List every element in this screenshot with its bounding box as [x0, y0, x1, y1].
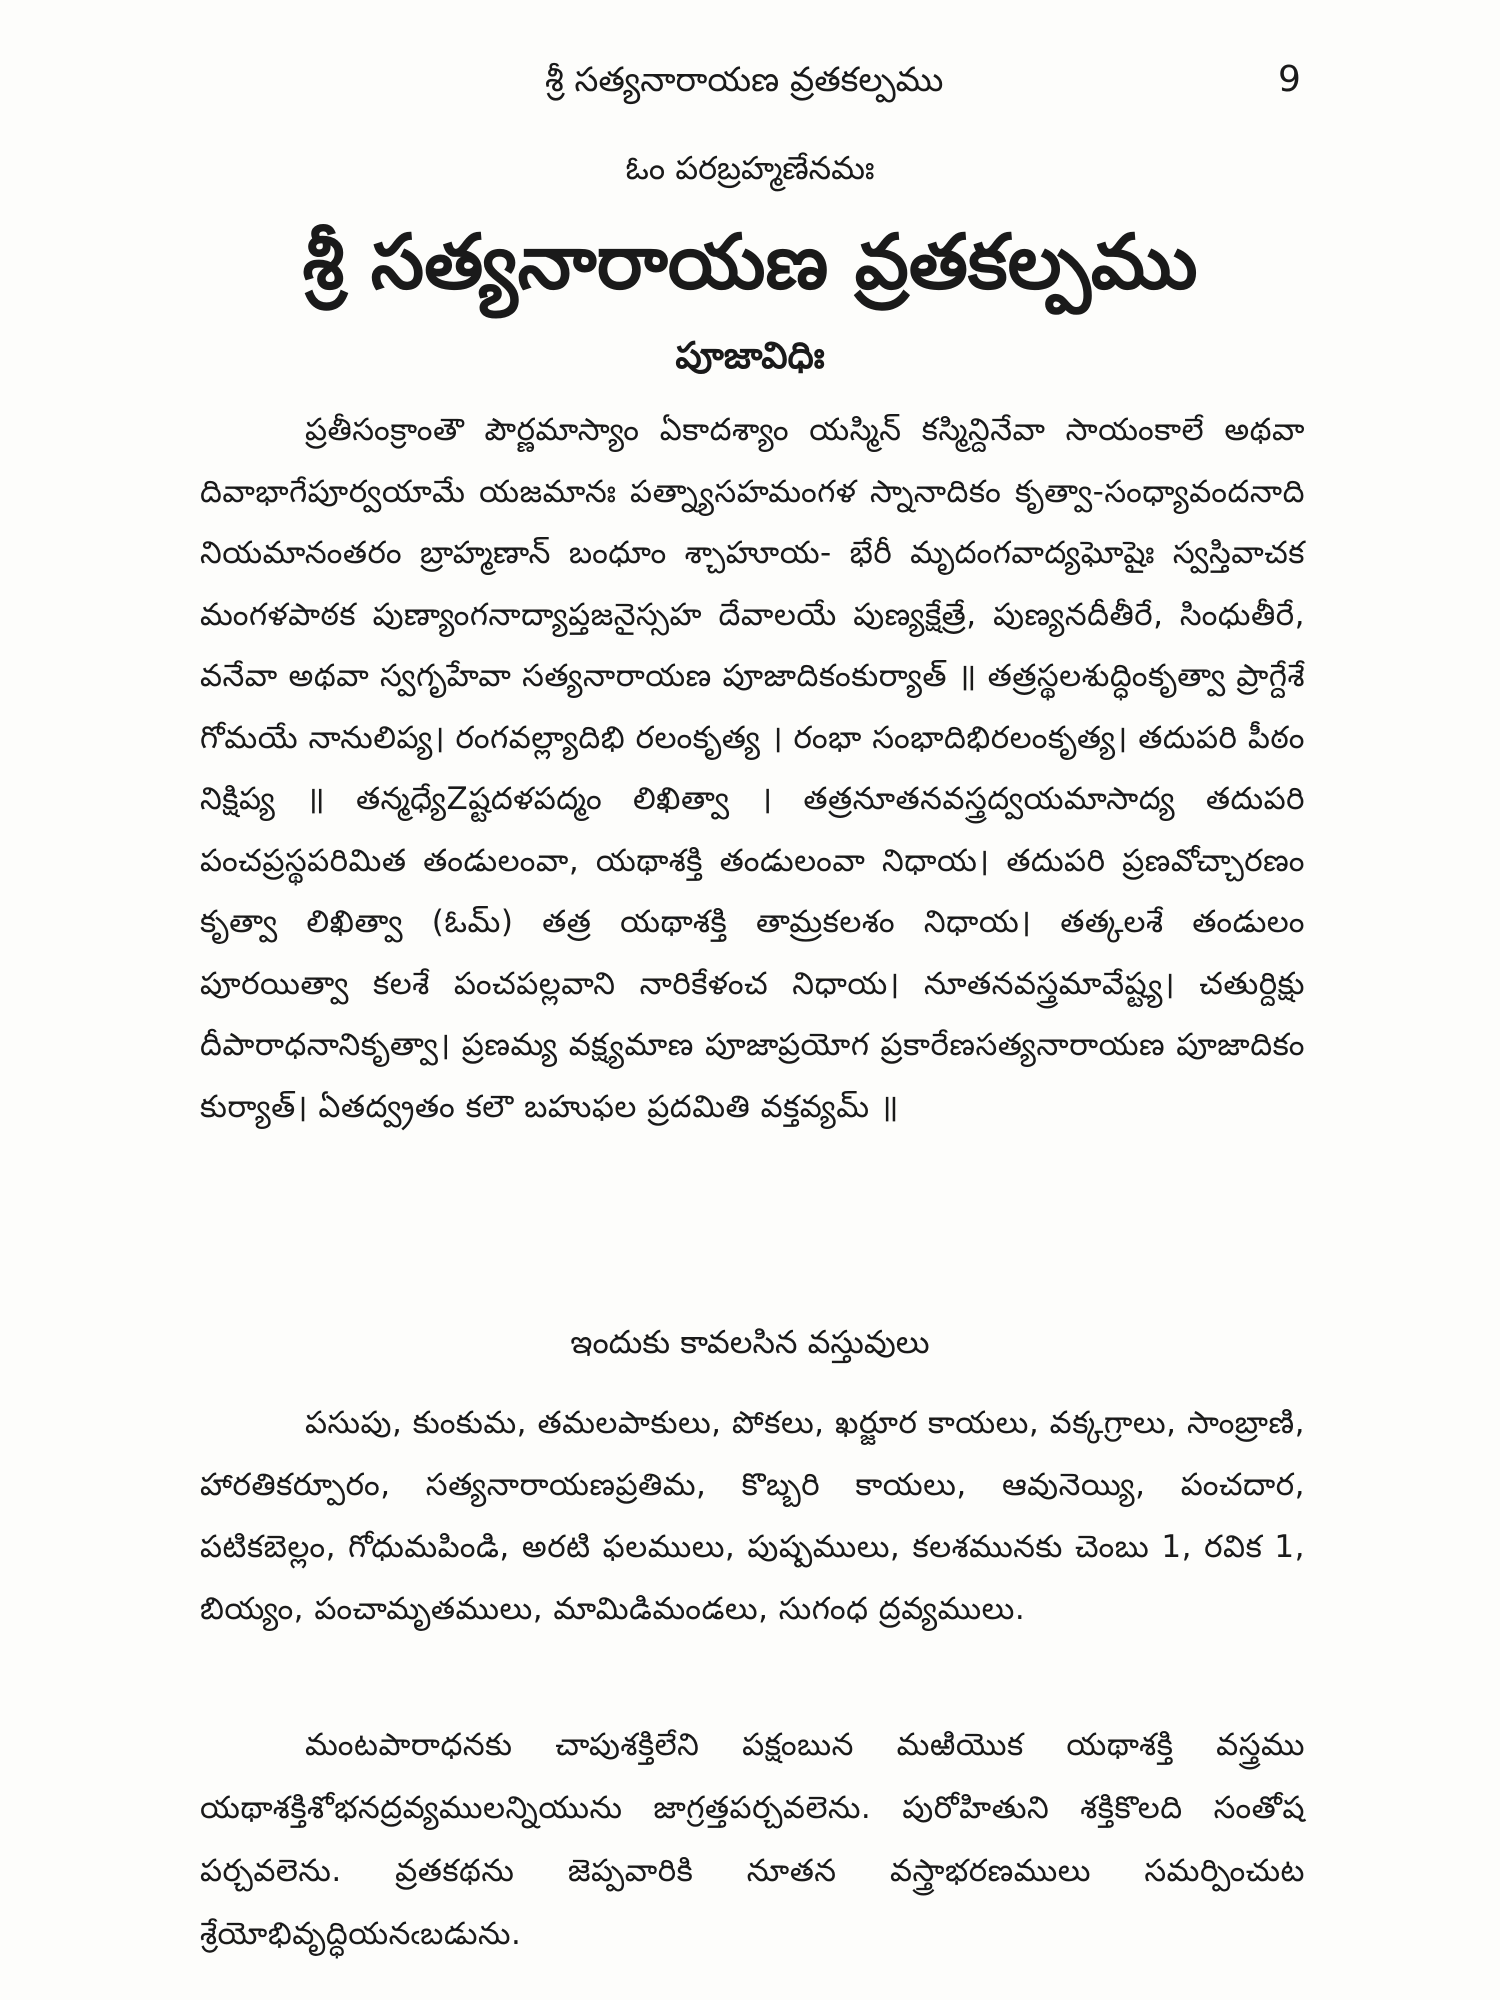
page-number: 9	[1278, 59, 1301, 100]
required-items-heading: ఇందుకు కావలసిన వస్తువులు	[570, 1323, 930, 1361]
puja-procedure-paragraph: ప్రతీసంక్రాంతౌ పౌర్ణమాస్యాం ఏకాదశ్యాం యస్మిన్ కస్మిన్దినేవా సాయంకాలే అథవా దివాభాగేపూర్వయామే యజమానః పత్న్యాసహమంగళ స్నానాదికం కృత్వా-సంధ్యావందనాది నియమానంతరం బ్రాహ్మణాన్ బంధూం శ్చాహూయ- భేరీ మృదంగవాద్యఘోషైః స్వస్తివాచక మంగళపాఠక పుణ్యాంగనాద్యాప్తజనైస్సహ దేవాలయే పుణ్యక్షేత్రే, పుణ్యనదీతీరే, సింధుతీరే, వనేవా అథవా స్వగృహేవా సత్యనారాయణ పూజాదికంకుర్యాత్ ॥ తత్రస్థలశుద్ధింకృత్వా ప్రాగ్దేశే గోమయే నానులిప్య। రంగవల్ల్యాదిభి రలంకృత్య । రంభా సంభాదిభిరలంకృత్య। తదుపరి పీఠం నిక్షిప్య ॥ తన్మధ్యేZష్టదళపద్మం లిఖిత్వా । తత్రనూతనవస్త్రద్వయమాసాద్య తదుపరి పంచప్రస్థపరిమిత తండులంవా, యథాశక్తి తండులంవా నిధాయ। తదుపరి ప్రణవోచ్చారణం కృత్వా లిఖిత్వా (ఓమ్) తత్ర యథాశక్తి తామ్రకలశం నిధాయ। తత్కలశే తండులం పూరయిత్వా కలశే పంచపల్లవాని నారికేళంచ నిధాయ। నూతనవస్త్రమావేష్ట్య। చతుర్దిక్షు దీపారాధనానికృత్వా। ప్రణమ్య వక్ష్యమాణ పూజాప్రయోగ ప్రకారేణసత్యనారాయణ పూజాదికం కుర్యాత్। ఏతద్వ్రతం కలౌ బహుఫల ప్రదమితి వక్తవ్యమ్ ॥	[200, 412, 1305, 1125]
invocation: ఓం పరబ్రహ్మణేనమః	[625, 149, 875, 187]
running-title: శ్రీ సత్యనారాయణ వ్రతకల్పము	[545, 60, 944, 100]
puja-procedure-heading: పూజావిధిః	[675, 334, 825, 377]
running-header	[0, 56, 1500, 106]
required-items-paragraph: పసుపు, కుంకుమ, తమలపాకులు, పోకలు, ఖర్జూర కాయలు, వక్కగ్రాలు, సాంబ్రాణి, హారతికర్పూరం, సత్యనారాయణప్రతిమ, కొబ్బరి కాయలు, ఆవునెయ్యి, పంచదార, పటికబెల్లం, గోధుమపిండి, అరటి ఫలములు, పుష్పములు, కలశమునకు చెంబు 1, రవిక 1, బియ్యం, పంచామృతములు, మామిడిమండలు, సుగంధ ద్రవ్యములు.	[200, 1405, 1305, 1627]
page-title: శ్రీ సత్యనారాయణ వ్రతకల్పము	[302, 217, 1198, 306]
closing-paragraph: మంటపారాధనకు చాపుశక్తిలేని పక్షంబున మఱియొక యథాశక్తి వస్త్రము యథాశక్తిశోభనద్రవ్యములన్నియును జాగ్రత్తపర్చవలెను. పురోహితుని శక్తికొలది సంతోష పర్చవలెను. వ్రతకథను జెప్పవారికి నూతన వస్త్రాభరణములు సమర్పించుట శ్రేయోభివృద్ధియనఁబడును.	[200, 1727, 1305, 1952]
